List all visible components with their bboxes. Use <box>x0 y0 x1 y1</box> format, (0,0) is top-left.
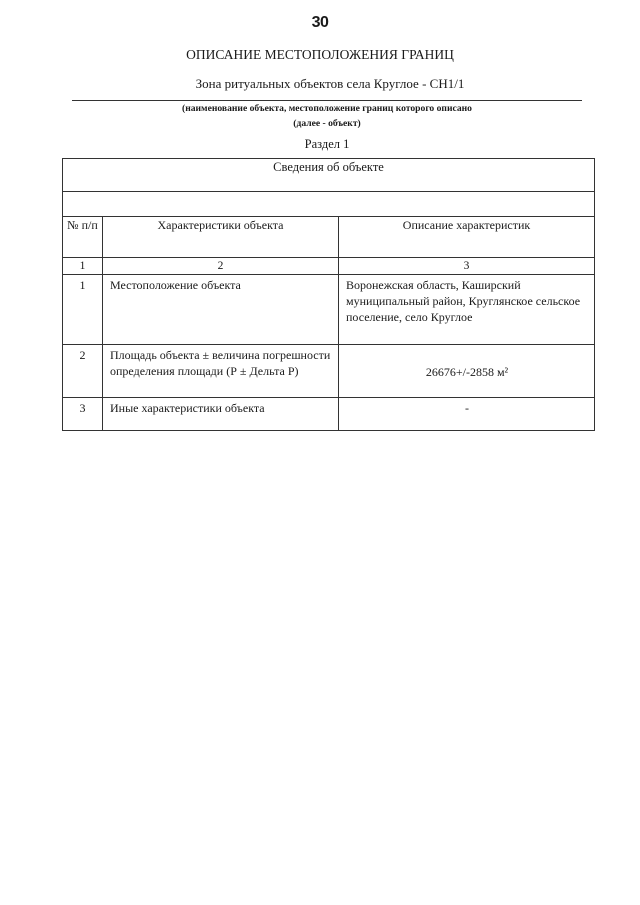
section-title: Раздел 1 <box>304 137 350 151</box>
row-description: 26676+/-2858 м² <box>339 345 595 398</box>
table-empty-row <box>63 192 595 217</box>
table-column-numbers-row <box>63 258 595 275</box>
row-characteristic: Местоположение объекта <box>103 275 339 345</box>
caption-line-1: (наименование объекта, местоположение границ которого описано <box>182 103 472 114</box>
column-number-2: 2 <box>103 258 339 275</box>
row-characteristic: Иные характеристики объекта <box>103 398 339 431</box>
table-title-row <box>63 159 595 192</box>
column-number-1: 1 <box>63 258 103 275</box>
header-description: Описание характеристик <box>339 217 595 258</box>
document-title: ОПИСАНИЕ МЕСТОПОЛОЖЕНИЯ ГРАНИЦ <box>186 47 454 62</box>
column-number-3: 3 <box>339 258 595 275</box>
row-number: 1 <box>63 275 103 345</box>
row-description: Воронежская область, Каширский муниципальный район, Круглянское сельское поселение, село Круглое <box>339 275 595 345</box>
table-row <box>63 345 595 398</box>
page-number: 30 <box>311 14 329 31</box>
table-row <box>63 398 595 431</box>
row-number: 3 <box>63 398 103 431</box>
row-description: - <box>339 398 595 431</box>
empty-cell <box>63 192 595 217</box>
header-characteristic: Характеристики объекта <box>103 217 339 258</box>
underline-rule <box>72 100 582 101</box>
row-number: 2 <box>63 345 103 398</box>
table-title: Сведения об объекте <box>63 159 595 192</box>
object-info-table <box>62 158 595 431</box>
row-characteristic: Площадь объекта ± величина погрешности определения площади (Р ± Дельта Р) <box>103 345 339 398</box>
header-number: № п/п <box>63 217 103 258</box>
caption-line-2: (далее - объект) <box>293 118 361 129</box>
object-name: Зона ритуальных объектов села Круглое - СН1/1 <box>195 76 465 91</box>
table-row <box>63 275 595 345</box>
table-header-row <box>63 217 595 258</box>
